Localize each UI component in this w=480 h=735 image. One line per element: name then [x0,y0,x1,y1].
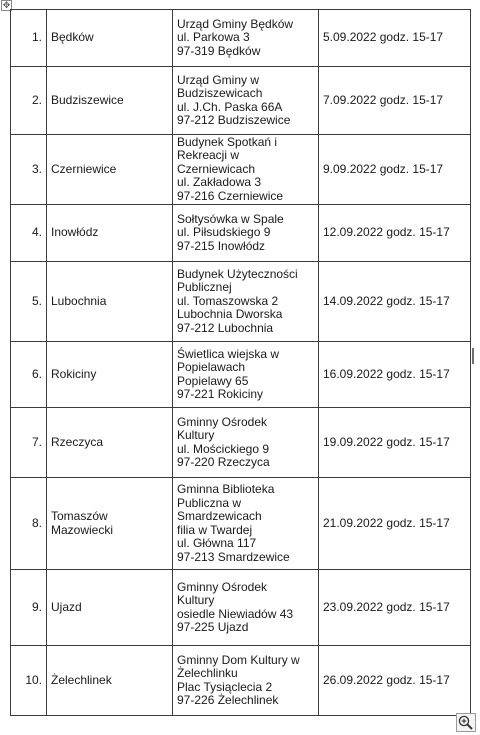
meeting-date-cell: 19.09.2022 godz. 15-17 [319,408,471,478]
meeting-date-cell: 7.09.2022 godz. 15-17 [319,67,471,135]
row-number-cell: 7. [11,408,47,478]
table-row [11,262,471,342]
table-row [11,342,471,408]
venue-address-cell: Gminny Dom Kultury w Żelechlinku Plac Tysiąclecia 2 97-226 Żelechlinek [173,646,319,716]
zoom-in-icon [457,714,475,731]
venue-address-cell: Urząd Gminy Będków ul. Parkowa 3 97-319 Będków [173,10,319,67]
row-number-cell: 10. [11,646,47,716]
venue-address-cell: Gminna Biblioteka Publiczna w Smardzewicach filia w Twardej ul. Główna 117 97-213 Smardzewice [173,478,319,570]
venue-address-cell: Urząd Gminy w Budziszewicach ul. J.Ch. Paska 66A 97-212 Budziszewice [173,67,319,135]
meeting-date-cell: 16.09.2022 godz. 15-17 [319,342,471,408]
meeting-date-cell: 12.09.2022 godz. 15-17 [319,205,471,262]
row-number-cell: 6. [11,342,47,408]
municipality-cell: Ujazd [47,570,173,646]
municipality-cell: Tomaszów Mazowiecki [47,478,173,570]
row-number-cell: 9. [11,570,47,646]
table-row [11,570,471,646]
meeting-date-cell: 14.09.2022 godz. 15-17 [319,262,471,342]
meeting-schedule-table [10,9,471,716]
table-body [11,10,471,716]
venue-address-cell: Sołtysówka w Spale ul. Piłsudskiego 9 97-215 Inowłódz [173,205,319,262]
row-number-cell: 1. [11,10,47,67]
meeting-date-cell: 23.09.2022 godz. 15-17 [319,570,471,646]
table-move-handle-icon[interactable]: ✥ [2,0,11,10]
meeting-date-cell: 26.09.2022 godz. 15-17 [319,646,471,716]
zoom-in-button[interactable] [456,713,476,732]
venue-address-cell: Budynek Użyteczności Publicznej ul. Tomaszowska 2 Lubochnia Dworska 97-212 Lubochnia [173,262,319,342]
venue-address-cell: Gminny Ośrodek Kultury osiedle Niewiadów 43 97-225 Ujazd [173,570,319,646]
venue-address-cell: Gminny Ośrodek Kultury ul. Mościckiego 9 97-220 Rzeczyca [173,408,319,478]
venue-address-cell: Budynek Spotkań i Rekreacji w Czerniewicach ul. Zakładowa 3 97-216 Czerniewice [173,135,319,205]
row-number-cell: 5. [11,262,47,342]
table-row [11,408,471,478]
table-row [11,10,471,67]
municipality-cell: Inowłódz [47,205,173,262]
meeting-date-cell: 21.09.2022 godz. 15-17 [319,478,471,570]
venue-address-cell: Świetlica wiejska w Popielawach Popielawy 65 97-221 Rokiciny [173,342,319,408]
row-number-cell: 8. [11,478,47,570]
municipality-cell: Będków [47,10,173,67]
table-row [11,205,471,262]
table-row [11,67,471,135]
municipality-cell: Czerniewice [47,135,173,205]
table-row [11,478,471,570]
row-number-cell: 2. [11,67,47,135]
row-number-cell: 4. [11,205,47,262]
table-row [11,135,471,205]
meeting-date-cell: 9.09.2022 godz. 15-17 [319,135,471,205]
municipality-cell: Lubochnia [47,262,173,342]
table-row [11,646,471,716]
row-number-cell: 3. [11,135,47,205]
meeting-date-cell: 5.09.2022 godz. 15-17 [319,10,471,67]
municipality-cell: Rokiciny [47,342,173,408]
municipality-cell: Rzeczyca [47,408,173,478]
municipality-cell: Budziszewice [47,67,173,135]
column-resize-marker[interactable] [472,348,474,364]
municipality-cell: Żelechlinek [47,646,173,716]
